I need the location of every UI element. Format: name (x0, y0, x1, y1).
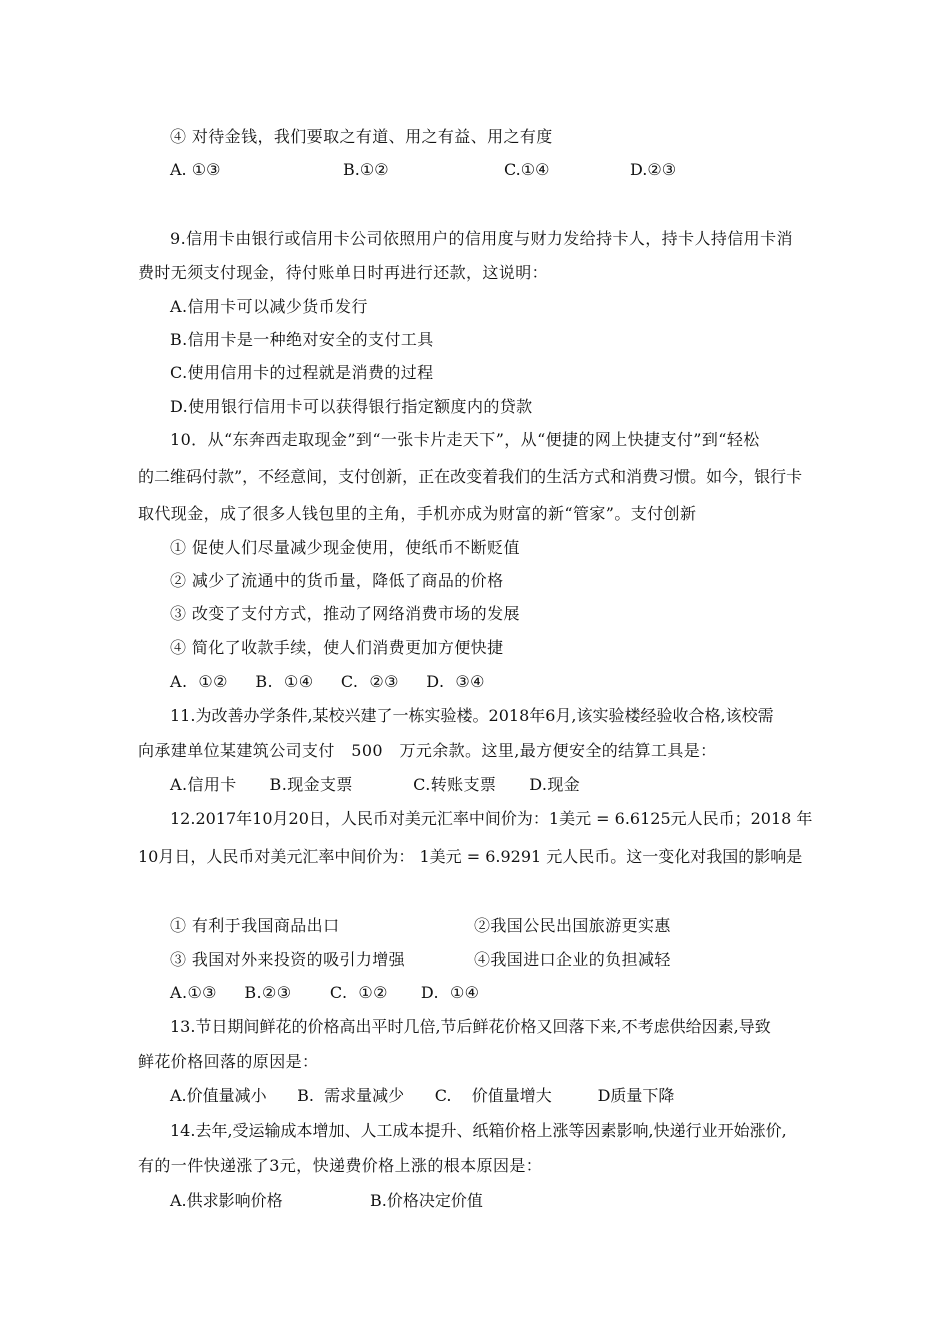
q12-stem-line-2: 10月日，人民币对美元汇率中间价为： 1美元 = 6.9291 元人民币。这一变化对我国的影响是 (138, 847, 803, 866)
q12-stem-line-1: 12.2017年10月20日，人民币对美元汇率中间价为：1美元 = 6.6125元人民币；2018 年 (170, 809, 813, 828)
q12-item-1: ① 有利于我国商品出口 (170, 916, 340, 935)
q14-stem-line-1: 14.去年,受运输成本增加、人工成本提升、纸箱价格上涨等因素影响,快递行业开始涨价, (170, 1121, 787, 1140)
q12-item-4: ④我国进口企业的负担减轻 (474, 950, 671, 969)
q9-stem-line-2: 费时无须支付现金，待付账单日时再进行还款，这说明： (138, 263, 549, 282)
q10-stem-line-1: 10．从“东奔西走取现金”到“一张卡片走天下”，从“便捷的网上快捷支付”到“轻松 (170, 430, 760, 449)
q9-stem-line-1: 9.信用卡由银行或信用卡公司依照用户的信用度与财力发给持卡人，持卡人持信用卡消 (170, 229, 793, 248)
q10-item-2: ② 减少了流通中的货币量，降低了商品的价格 (170, 571, 504, 590)
q14-option-a: A.供求影响价格 (170, 1191, 283, 1210)
q10-item-1: ① 促使人们尽量减少现金使用，使纸币不断贬值 (170, 538, 520, 557)
q8-item-4: ④ 对待金钱，我们要取之有道、用之有益、用之有度 (170, 127, 553, 146)
q9-option-d: D.使用银行信用卡可以获得银行指定额度内的贷款 (170, 397, 533, 416)
q12-item-3: ③ 我国对外来投资的吸引力增强 (170, 950, 406, 969)
q10-item-4: ④ 简化了收款手续，使人们消费更加方便快捷 (170, 638, 504, 657)
q11-options: A.信用卡 B.现金支票 C.转账支票 D.现金 (170, 775, 581, 794)
q12-options: A.①③ B.②③ C. ①② D. ①④ (170, 983, 480, 1002)
q10-item-3: ③ 改变了支付方式，推动了网络消费市场的发展 (170, 604, 520, 623)
q12-item-2: ②我国公民出国旅游更实惠 (474, 916, 671, 935)
q10-stem-line-3: 取代现金，成了很多人钱包里的主角，手机亦成为财富的新“管家”。支付创新 (138, 504, 697, 523)
q9-option-a: A.信用卡可以减少货币发行 (170, 297, 368, 316)
q14-option-b: B.价格决定价值 (370, 1191, 483, 1210)
q13-options: A.价值量减小 B. 需求量减少 C. 价值量增大 D质量下降 (170, 1086, 675, 1105)
q10-options: A. ①② B. ①④ C. ②③ D. ③④ (170, 672, 485, 691)
q8-option-b: B.①② (343, 160, 389, 179)
q13-stem-line-1: 13.节日期间鲜花的价格高出平时几倍,节后鲜花价格又回落下来,不考虑供给因素,导致 (170, 1017, 771, 1036)
q10-stem-line-2: 的二维码付款”，不经意间，支付创新，正在改变着我们的生活方式和消费习惯。如今，银行卡 (138, 467, 803, 486)
q11-stem-line-2: 向承建单位某建筑公司支付 500 万元余款。这里,最方便安全的结算工具是： (138, 741, 717, 760)
q9-option-c: C.使用信用卡的过程就是消费的过程 (170, 363, 434, 382)
q9-option-b: B.信用卡是一种绝对安全的支付工具 (170, 330, 434, 349)
q13-stem-line-2: 鲜花价格回落的原因是： (138, 1052, 319, 1071)
q14-stem-line-2: 有的一件快递涨了3元，快递费价格上涨的根本原因是： (138, 1156, 543, 1175)
q8-option-d: D.②③ (630, 160, 677, 179)
q8-option-a: A. ①③ (170, 160, 221, 179)
q8-option-c: C.①④ (504, 160, 550, 179)
q11-stem-line-1: 11.为改善办学条件,某校兴建了一栋实验楼。2018年6月,该实验楼经验收合格,该校需 (170, 706, 774, 725)
